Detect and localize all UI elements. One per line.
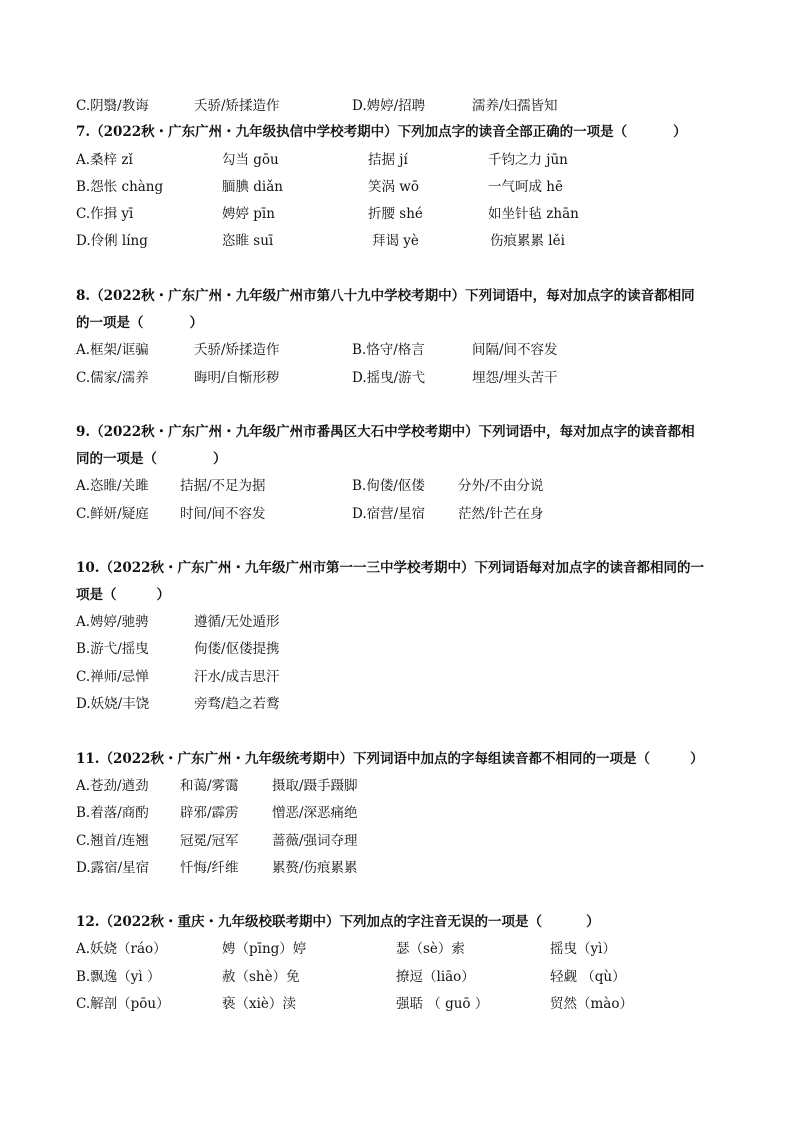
option-text: 折腰 shé bbox=[368, 206, 423, 222]
option-text: 千钧之力 jūn bbox=[488, 152, 568, 168]
paren-close: ） bbox=[690, 751, 704, 767]
option-text: C.禅师/忌惮 bbox=[76, 669, 149, 685]
option-text: 冠冕/冠军 bbox=[180, 833, 239, 849]
option-text: D.摇曳/游弋 bbox=[352, 370, 426, 386]
option-text: 茫然/针芒在身 bbox=[458, 506, 544, 522]
question-stem: 7.（2022秋・广东广州・九年级执信中学校考期中）下列加点字的读音全部正确的一项是（ bbox=[76, 124, 628, 140]
option-text: 蔷薇/强词夺理 bbox=[272, 833, 358, 849]
option-text: 拜谒 yè bbox=[372, 233, 419, 249]
option-text: 轻觑 （qù） bbox=[550, 969, 626, 985]
option-text: D.露宿/星宿 bbox=[76, 860, 150, 876]
option-text: 憎恶/深恶痛绝 bbox=[272, 805, 358, 821]
option-text: 忏悔/纤维 bbox=[180, 860, 239, 876]
paren-close: ） bbox=[189, 315, 203, 331]
option-text: 晦明/自惭形秽 bbox=[194, 370, 280, 386]
q9-stem-cont bbox=[76, 449, 227, 469]
question-stem: 10.（2022秋・广东广州・九年级广州市第一一三中学校考期中）下列词语每对加点字的读音都相同的一 bbox=[76, 560, 705, 576]
option-text: 伤痕累累 lěi bbox=[490, 233, 565, 249]
q10-stem-cont bbox=[76, 585, 170, 605]
option-text: 旁骛/趋之若鹜 bbox=[194, 696, 280, 712]
option-text: B.着落/商酌 bbox=[76, 805, 149, 821]
option-text: 夭骄/矫揉造作 bbox=[194, 342, 280, 358]
option-text: 赦（shè）免 bbox=[222, 969, 300, 985]
option-text: D.娉婷/招聘 bbox=[352, 98, 426, 114]
option-text: B.恪守/格言 bbox=[352, 342, 425, 358]
option-text: B.飘逸（yì ） bbox=[76, 969, 161, 985]
question-stem: 11.（2022秋・广东广州・九年级统考期中）下列词语中加点的字每组读音都不相同的一项是（ bbox=[76, 751, 651, 767]
option-text: 濡养/妇孺皆知 bbox=[472, 98, 558, 114]
option-text: 勾当 gōu bbox=[222, 152, 279, 168]
option-text: 贸然（mào） bbox=[550, 996, 633, 1012]
option-text: 拮据 jí bbox=[368, 152, 408, 168]
option-text: 遵循/无处遁形 bbox=[194, 614, 280, 630]
question-stem: 9.（2022秋・广东广州・九年级广州市番禺区大石中学校考期中）下列词语中，每对加点字的读音都相 bbox=[76, 424, 695, 440]
paren-close: ） bbox=[213, 451, 227, 467]
question-stem: 项是（ bbox=[76, 587, 117, 603]
question-stem: 12.（2022秋・重庆・九年级校联考期中）下列加点的字注音无误的一项是（ bbox=[76, 914, 543, 930]
q11-stem bbox=[76, 749, 704, 769]
q8-stem bbox=[76, 286, 695, 306]
option-text: 摇曳（yì） bbox=[550, 941, 616, 957]
option-text: A.娉婷/驰骋 bbox=[76, 614, 149, 630]
option-text: 娉婷 pīn bbox=[222, 206, 275, 222]
question-stem: 的一项是（ bbox=[76, 315, 144, 331]
option-text: 娉（pīng）婷 bbox=[222, 941, 307, 957]
question-stem: 8.（2022秋・广东广州・九年级广州市第八十九中学校考期中）下列词语中，每对加点字的读音都相同 bbox=[76, 288, 695, 304]
option-text: 汗水/成吉思汗 bbox=[194, 669, 280, 685]
option-text: 撩逗（liāo） bbox=[396, 969, 475, 985]
option-text: C.翘首/连翘 bbox=[76, 833, 149, 849]
option-text: 笑涡 wō bbox=[368, 179, 419, 195]
option-text: 间隔/间不容发 bbox=[472, 342, 558, 358]
option-text: C.鲜妍/疑庭 bbox=[76, 506, 149, 522]
option-text: A.苍劲/遒劲 bbox=[76, 778, 149, 794]
question-stem: 同的一项是（ bbox=[76, 451, 157, 467]
option-text: C.儒家/濡养 bbox=[76, 370, 149, 386]
paren-close: ） bbox=[586, 914, 600, 930]
q10-stem bbox=[76, 558, 704, 578]
option-text: 累赘/伤痕累累 bbox=[272, 860, 358, 876]
option-text: 如坐针毡 zhān bbox=[488, 206, 579, 222]
option-text: 一气呵成 hē bbox=[488, 179, 563, 195]
option-text: 强聒 （ guō ） bbox=[396, 996, 489, 1012]
option-text: 佝偻/伛偻提携 bbox=[194, 641, 280, 657]
option-text: B.怨怅 chàng bbox=[76, 179, 164, 195]
option-text: B.游弋/摇曳 bbox=[76, 641, 149, 657]
option-text: 拮据/不足为据 bbox=[180, 478, 266, 494]
option-text: A.框架/诓骗 bbox=[76, 342, 149, 358]
option-text: D.宿营/星宿 bbox=[352, 506, 426, 522]
option-text: 夭骄/矫揉造作 bbox=[194, 98, 280, 114]
q9-stem bbox=[76, 422, 695, 442]
option-text: B.佝偻/伛偻 bbox=[352, 478, 425, 494]
q8-stem-cont bbox=[76, 313, 203, 333]
option-text: 亵（xiè）渎 bbox=[222, 996, 296, 1012]
option-text: 和蔼/雾霭 bbox=[180, 778, 239, 794]
option-text: A.桑梓 zǐ bbox=[76, 152, 133, 168]
option-text: C.阴翳/教诲 bbox=[76, 98, 149, 114]
option-text: 腼腆 diǎn bbox=[222, 179, 283, 195]
paren-close: ） bbox=[673, 124, 687, 140]
q12-stem bbox=[76, 912, 600, 932]
paren-close: ） bbox=[156, 587, 170, 603]
option-text: C.解剖（pōu） bbox=[76, 996, 170, 1012]
option-text: C.作揖 yī bbox=[76, 206, 134, 222]
option-text: 辟邪/霹雳 bbox=[180, 805, 239, 821]
option-text: 瑟（sè）索 bbox=[396, 941, 465, 957]
option-text: 恣睢 suī bbox=[222, 233, 274, 249]
option-text: A.妖娆（ráo） bbox=[76, 941, 167, 957]
option-text: D.伶俐 líng bbox=[76, 233, 148, 249]
q7-stem bbox=[76, 122, 687, 142]
option-text: 分外/不由分说 bbox=[458, 478, 544, 494]
option-text: 时间/间不容发 bbox=[180, 506, 266, 522]
option-text: A.恣睢/关雎 bbox=[76, 478, 149, 494]
option-text: 摄取/蹑手蹑脚 bbox=[272, 778, 358, 794]
option-text: D.妖娆/丰饶 bbox=[76, 696, 150, 712]
option-text: 埋怨/埋头苦干 bbox=[472, 370, 558, 386]
